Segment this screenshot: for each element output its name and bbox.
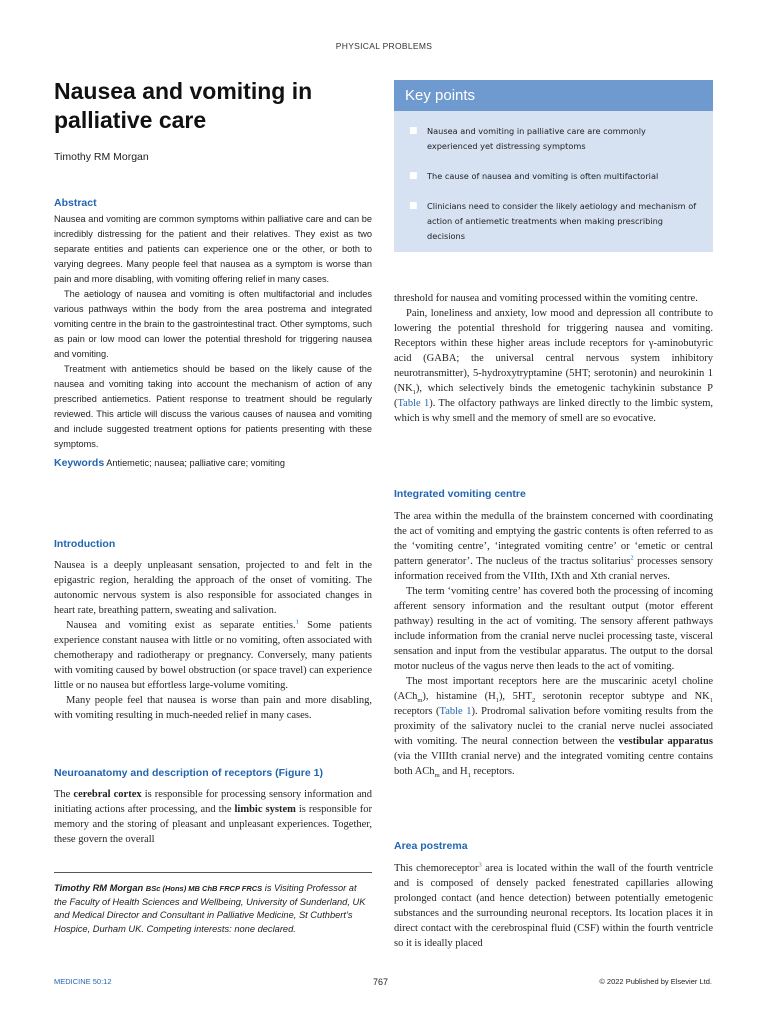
- key-points-list: [394, 111, 713, 244]
- ivc-p3-g: (via the VIIIth cranial nerve) and the integrated vomiting centre contains both ACh: [394, 751, 713, 777]
- reference-2-link[interactable]: 2: [630, 554, 634, 562]
- reference-3-link[interactable]: 3: [478, 861, 482, 869]
- ivc-p3-sub-2: 2: [531, 697, 536, 705]
- bullet-icon: ■: [409, 171, 418, 181]
- area-postrema-heading: Area postrema: [394, 840, 468, 852]
- table-1-link[interactable]: Table 1: [397, 398, 430, 409]
- keywords-label: Keywords: [54, 457, 105, 469]
- abstract-paragraph-1: Nausea and vomiting are common symptoms within palliative care and can be incredibly distressing for the patient and their relatives. They exist as two separate entities and patients can experience one or the other, or both to varying degrees. Many people feel that nausea as a symptom is worse than pain and more disabling, with vomiting offering relief in many cases.: [54, 214, 372, 284]
- ivc-p3-a: The most important receptors here are the muscarinic acetyl choline (ACh: [394, 676, 713, 702]
- area-postrema-section: [394, 840, 713, 951]
- author: Timothy RM Morgan: [54, 151, 149, 163]
- article-title: [54, 77, 372, 135]
- area-postrema-body: [394, 861, 713, 951]
- neuro-heading-text: Neuroanatomy and description of receptors (: [54, 767, 279, 779]
- abstract: [54, 196, 372, 471]
- keywords-list: Antiemetic; nausea; palliative care; vomiting: [106, 458, 285, 468]
- footnote-divider: [54, 872, 372, 873]
- nk1-subscript: 1: [412, 389, 416, 397]
- footnote-text: is Visiting Professor at the Faculty of Health Sciences and Wellbeing, University of Sunderland, UK and Medical Director and Consultant in Palliative Medicine, St Cuthbert’s Hospice, Durham UK. Competing interests: none declared.: [54, 883, 366, 934]
- introduction-section: [54, 538, 372, 723]
- intro-paragraph-3: Many people feel that nausea is worse than pain and more disabling, with vomiting resulting in much-needed relief in many cases.: [54, 695, 372, 721]
- neuro-text-a: The: [54, 789, 74, 800]
- ap-p1-text-a: This chemoreceptor: [394, 863, 479, 874]
- ivc-p3-sub-1c: 1: [467, 772, 471, 780]
- ivc-p3-e: receptors (: [394, 706, 440, 717]
- right-column-body: [394, 291, 713, 426]
- ap-p1-text-b: area is located within the wall of the fourth ventricle and is composed of densely packed fenestrated capillaries allowing prolonged contact (and hence detection) between potentially emetogenic substances and the surrounding neuronal receptors. Its location places it in direct contact with the cerebrospinal fluid (CSF) within the fourth ventricle so it is ideally placed: [394, 863, 713, 949]
- abstract-heading: Abstract: [54, 197, 97, 209]
- copyright: © 2022 Published by Elsevier Ltd.: [599, 977, 712, 986]
- page-number: 767: [373, 977, 389, 987]
- neuro-paragraph-1: [54, 787, 372, 847]
- title-line-1: Nausea and vomiting in: [54, 78, 313, 104]
- intro-paragraph-1: Nausea is a deeply unpleasant sensation, projected to and felt in the epigastric region, heralding the approach of the onset of vomiting. The autonomic nervous system is also responsible for associated changes in heart rate, breathing pattern, sweating and salivation.: [54, 560, 372, 616]
- key-point-item: [409, 169, 699, 184]
- key-point-text: Clinicians need to consider the likely aetiology and mechanism of action of antiemetic treatments when making prescribing decisions: [427, 201, 697, 241]
- ivc-p1-text-b: processes sensory information received from the VIIth, IXth and Xth cranial nerves.: [394, 556, 713, 582]
- ivc-p3-sub-m: m: [417, 697, 423, 705]
- table-1-link[interactable]: Table 1: [439, 706, 472, 717]
- intro-p2-text-a: Nausea and vomiting exist as separate entities.: [66, 620, 296, 631]
- author-footnote: [54, 882, 372, 936]
- footnote-qualifications: BSc (Hons) MB ChB FRCP FRCS: [145, 884, 263, 893]
- cerebral-cortex-term: cerebral cortex: [73, 789, 142, 800]
- neuroanatomy-section: [54, 767, 372, 847]
- footnote-author-name: Timothy RM Morgan: [54, 883, 144, 893]
- key-points-box: [394, 80, 713, 252]
- right-p2-text-b: ), which selectively binds the emetogenic tachykinin substance P (: [394, 383, 713, 409]
- introduction-heading: Introduction: [54, 538, 116, 550]
- keywords: [54, 456, 372, 471]
- ivc-paragraph-2: The term ‘vomiting centre’ has covered both the processing of incoming afferent sensory information and the resultant output (motor efferent pathway) resulting in the act of vomiting. The sensory afferent pathways include information from the cranial nerve nuclei processing taste, visceral sensation and input from the vestibular apparatus. The output to the dorsal motor nucleus of the vagus nerve then leads to the act of vomiting.: [394, 586, 713, 672]
- ivc-paragraph-3: [394, 674, 713, 779]
- ivc-p3-h: and H: [439, 766, 468, 777]
- ivc-p3-c: ), 5HT: [498, 691, 532, 702]
- neuroanatomy-heading: [54, 767, 372, 779]
- neuroanatomy-body: [54, 787, 372, 847]
- ivc-p3-sub-1b: 1: [709, 697, 714, 705]
- journal-citation: MEDICINE 50:12: [54, 977, 112, 986]
- figure-1-link[interactable]: Figure 1: [278, 767, 320, 779]
- vomiting-centre-body: [394, 509, 713, 779]
- neuro-text-d: is responsible for memory and the storing of pleasant and unpleasant experiences. Together, these govern the overall: [54, 804, 372, 845]
- ivc-p3-i: receptors.: [470, 766, 515, 777]
- ivc-p3-d: serotonin receptor subtype and NK: [535, 691, 710, 702]
- introduction-body: [54, 558, 372, 723]
- right-p2-text-a: Pain, loneliness and anxiety, low mood and depression all contribute to lowering the potential threshold for triggering nausea and vomiting. Receptors within these higher areas include receptors for γ-aminobutyric acid (GABA; the universal central nervous system inhibitory neurotransmitter), 5-hydroxytryptamine (5HT; serotonin) and neurokinin 1 (NK: [394, 308, 713, 394]
- intro-paragraph-2: [54, 618, 372, 693]
- key-point-text: The cause of nausea and vomiting is often multifactorial: [427, 171, 659, 181]
- ivc-p1-text-a: The area within the medulla of the brainstem concerned with coordinating the act of vomiting and emptying the gastric contents is often referred to as the ‘vomiting centre’, ‘integrated vomiting centre’ or ‘emetic or central pattern generator’. The nucleus of the tractus solitarius: [394, 511, 713, 567]
- ivc-p3-f: ). Prodromal salivation before vomiting results from the proximity of the salivatory nuclei to the cranial nerve nuclei associated with vomiting. The neural connection between the: [394, 706, 713, 747]
- section-label: PHYSICAL PROBLEMS: [335, 41, 433, 51]
- ap-paragraph-1: [394, 861, 713, 951]
- ivc-p3-b: ), histamine (H: [422, 691, 496, 702]
- neuro-text-c: is responsible for processing sensory information and initiating actions after processing, and the: [54, 789, 372, 815]
- key-point-item: [409, 124, 699, 154]
- key-point-text: Nausea and vomiting in palliative care are commonly experienced yet distressing symptoms: [427, 126, 646, 151]
- intro-p2-text-b: Some patients experience constant nausea with little or no vomiting, often associated with chemotherapy and radiotherapy or pregnancy. Conversely, many patients with vomiting caused by bowel obstruction (or space travel) can experience little or no nausea but effortless large-volume vomiting.: [54, 620, 373, 691]
- vomiting-centre-section: [394, 488, 713, 779]
- right-paragraph-1: threshold for nausea and vomiting processed within the vomiting centre.: [394, 293, 698, 304]
- title-line-2: palliative care: [54, 107, 207, 133]
- neuro-heading-end: ): [319, 767, 323, 779]
- key-points-title: Key points: [394, 80, 713, 111]
- bullet-icon: ■: [409, 126, 418, 136]
- limbic-system-term: limbic system: [234, 804, 296, 815]
- right-p2-text-c: ). The olfactory pathways are linked directly to the limbic system, which is why smell and the memory of smell are so evocative.: [394, 398, 714, 424]
- bullet-icon: ■: [409, 201, 418, 211]
- vestibular-apparatus-term: vestibular apparatus: [618, 736, 713, 747]
- ivc-p3-sub-1a: 1: [495, 697, 499, 705]
- reference-1-link[interactable]: 1: [295, 618, 299, 626]
- abstract-paragraph-2: The aetiology of nausea and vomiting is often multifactorial and includes various pathways within the body from the area postrema and integrated vomiting centre in the brain to the gastrointestinal tract. Other symptoms, such as pain or low mood can lower the potential threshold for triggering nausea and vomiting.: [54, 289, 372, 359]
- ivc-paragraph-1: [394, 509, 713, 584]
- ivc-p3-sub-m2: m: [434, 772, 440, 780]
- key-point-item: [409, 199, 699, 244]
- abstract-paragraph-3: Treatment with antiemetics should be based on the likely cause of the nausea and vomiting taking into account the mechanism of action of any prescribed antiemetics. Patient response to treatment should be regularly reviewed. This article will discuss the various causes of nausea and vomiting and include suggested treatment options for patients presenting with these symptoms.: [54, 364, 372, 449]
- vomiting-centre-heading: Integrated vomiting centre: [394, 488, 526, 500]
- right-paragraph-2: [394, 306, 713, 426]
